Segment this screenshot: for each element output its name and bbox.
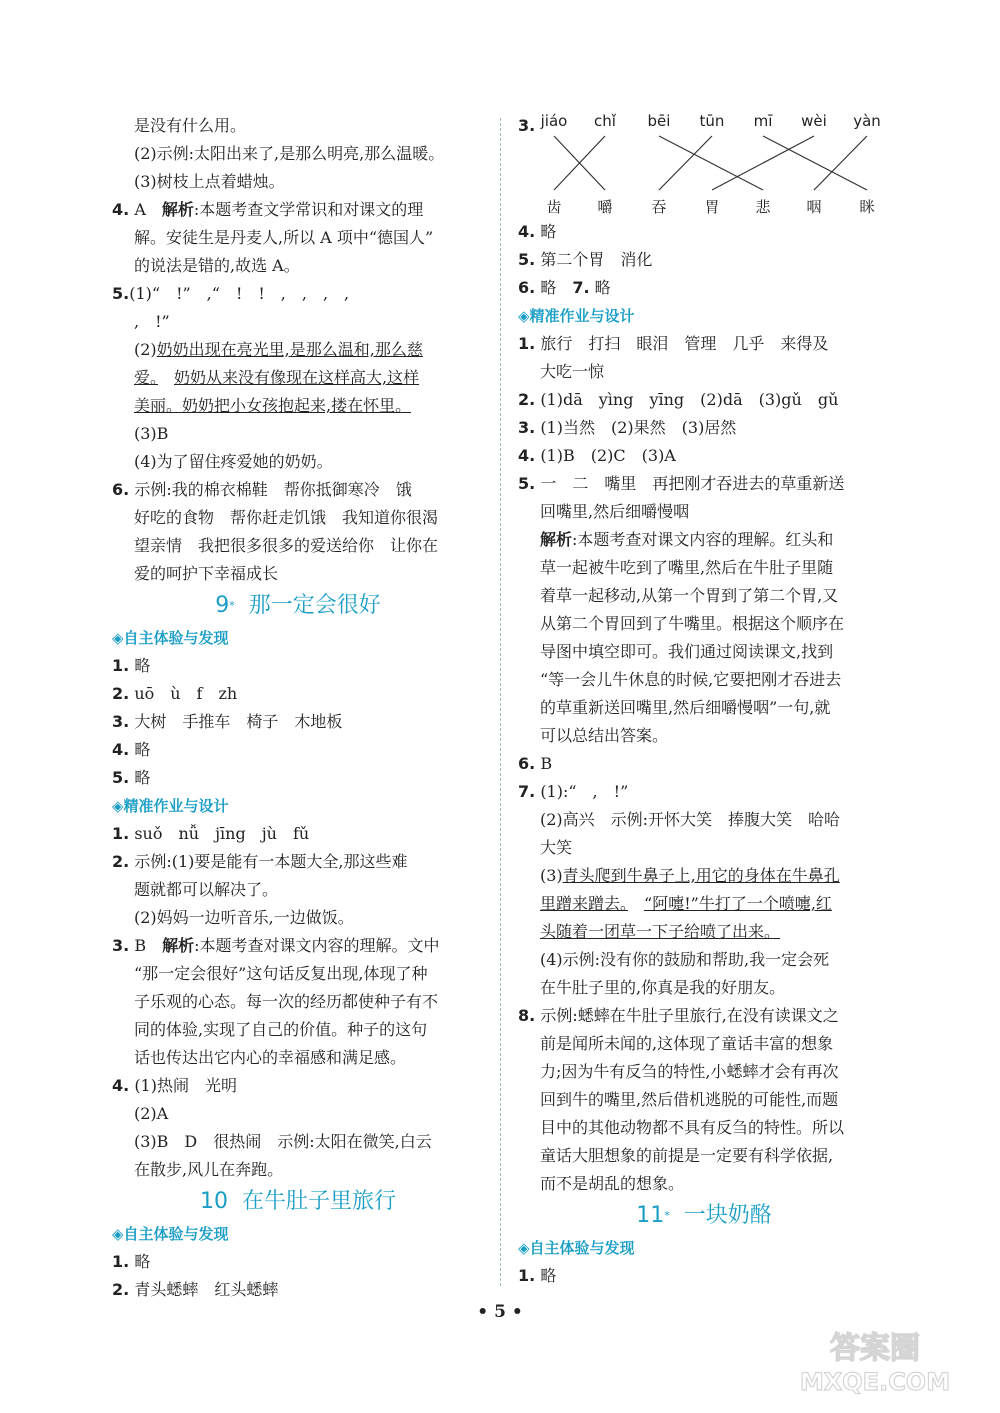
character: 悲 <box>755 198 771 216</box>
answer-3: 3. (1)当然 (2)果然 (3)居然 <box>518 418 737 437</box>
answer-1: 1. 旅行 打扫 眼泪 管理 几乎 来得及 <box>518 334 829 353</box>
text-line: 的草重新送回嘴里,然后细嚼慢咽”一句,就 <box>540 698 831 717</box>
text-line: 回嘴里,然后细嚼慢咽 <box>540 502 690 521</box>
text-line: 可以总结出答案。 <box>540 726 669 745</box>
answer-2: 2. (1)dā yìng yīng (2)dā (3)gǔ gǔ <box>518 390 839 409</box>
text-line: (2)高兴 示例:开怀大笑 捧腹大笑 哈哈 <box>540 810 841 829</box>
watermark-logo <box>780 1320 970 1400</box>
character: 胃 <box>704 198 720 216</box>
answer-4: 4. (1)热闹 光明 <box>112 1076 237 1095</box>
text-line: (2)奶奶出现在亮光里,是那么温和,那么慈 <box>134 340 423 359</box>
text-line: 大笑 <box>540 838 573 857</box>
text-line: 题就都可以解决了。 <box>134 880 279 899</box>
text-line: (3)B <box>134 424 169 443</box>
text-line: 好吃的食物 帮你赶走饥饿 我知道你很渴 <box>134 508 439 527</box>
answer-5: 5. 第二个胃 消化 <box>518 250 653 269</box>
answer-3: 3. B 解析:本题考查对课文内容的理解。文中 <box>112 936 440 955</box>
text-line: 爱的呵护下幸福成长 <box>134 564 279 583</box>
text-line: “等一会儿牛休息的时候,它要把刚才吞进去 <box>540 670 842 689</box>
text-line: 力;因为牛有反刍的特性,小蟋蟀才会有再次 <box>540 1062 839 1081</box>
text-line: (2)A <box>134 1104 169 1123</box>
character: 眯 <box>859 198 875 216</box>
text-line: 而不是胡乱的想象。 <box>540 1174 685 1193</box>
text-line: 是没有什么用。 <box>134 116 247 135</box>
section-heading: ◈自主体验与发现 <box>112 1225 229 1243</box>
character: 嚼 <box>597 198 613 216</box>
text-line: 望亲情 我把很多很多的爱送给你 让你在 <box>134 536 439 555</box>
answer-1: 1. 略 <box>112 656 151 675</box>
pinyin: chǐ <box>594 112 616 130</box>
answer-4: 4. 略 <box>518 222 557 241</box>
match-line <box>763 136 867 190</box>
answer-3: 3. 大树 手推车 椅子 木地板 <box>112 712 343 731</box>
answer-5: 5. 略 <box>112 768 151 787</box>
question-6: 6. 示例:我的棉衣棉鞋 帮你抵御寒冷 饿 <box>112 480 412 499</box>
text-line: 大吃一惊 <box>540 362 605 381</box>
text-line: 同的体验,实现了自己的价值。种子的这句 <box>134 1020 428 1039</box>
pinyin: jiáo <box>540 112 568 130</box>
answer-1: 1. suǒ nǚ jīng jù fǔ <box>112 824 310 843</box>
text-line: 爱。 奶奶从来没有像现在这样高大,这样 <box>134 368 420 387</box>
answer-1: 1. 略 <box>112 1252 151 1271</box>
text-line: 从第二个胃回到了牛嘴里。根据这个顺序在 <box>540 614 845 633</box>
pinyin: bēi <box>647 112 671 130</box>
text-line: (4)为了留住疼爱她的奶奶。 <box>134 452 333 471</box>
text-line: 童话大胆想象的前提是一定要有科学依据, <box>540 1146 834 1165</box>
answer-2: 2. 示例:(1)要是能有一本题大全,那这些难 <box>112 852 408 871</box>
answer-2: 2. 青头蟋蟀 红头蟋蟀 <box>112 1280 279 1299</box>
section-heading: ◈自主体验与发现 <box>518 1239 635 1257</box>
text-line: 的说法是错的,故选 A。 <box>134 256 300 275</box>
text-line: (2)妈妈一边听音乐,一边做饭。 <box>134 908 354 927</box>
column-divider <box>500 118 501 1286</box>
question-number: 3. <box>518 116 536 135</box>
match-line <box>712 136 814 190</box>
text-line: (3)青头爬到牛鼻子上,用它的身体在牛鼻孔 <box>540 866 840 885</box>
question-5: 5.(1)“ !” ,“ ! ! , , , , <box>112 284 350 303</box>
text-line: 在牛肚子里的,你真是我的好朋友。 <box>540 978 786 997</box>
answer-6-7: 6. 略 7. 略 <box>518 278 611 297</box>
section-heading: ◈精准作业与设计 <box>112 797 229 815</box>
answer-4: 4. 略 <box>112 740 151 759</box>
section-heading: ◈自主体验与发现 <box>112 629 229 647</box>
matching-exercise <box>518 112 890 218</box>
text-line: (2)示例:太阳出来了,是那么明亮,那么温暖。 <box>134 144 445 163</box>
answer-8: 8. 示例:蟋蟀在牛肚子里旅行,在没有读课文之 <box>518 1006 839 1025</box>
text-line: (3)B D 很热闹 示例:太阳在微笑,白云 <box>134 1132 432 1151</box>
lesson-title-10: 10 在牛肚子里旅行 <box>199 1189 396 1214</box>
text-line: 目中的其他动物都不具有反刍的特性。所以 <box>540 1118 845 1137</box>
answer-1: 1. 略 <box>518 1266 557 1285</box>
text-line: (3)树枝上点着蜡烛。 <box>134 172 285 191</box>
text-line: 前是闻所未闻的,这体现了童话丰富的想象 <box>540 1034 834 1053</box>
text-line: 着草一起移动,从第一个胃到了第二个胃,又 <box>540 586 839 605</box>
question-4: 4. A 解析:本题考查文学常识和对课文的理 <box>112 200 424 219</box>
match-line <box>659 136 712 190</box>
answer-7: 7. (1):“ , !” <box>518 782 629 801</box>
text-line: 话也传达出它内心的幸福感和满足感。 <box>134 1048 407 1067</box>
match-line <box>814 136 867 190</box>
page-number: • 5 • <box>477 1302 523 1322</box>
svg-text:答案圈: 答案圈 <box>830 1331 920 1366</box>
answer-6: 6. B <box>518 754 553 773</box>
pinyin: wèi <box>801 112 827 130</box>
pinyin: yàn <box>853 112 881 130</box>
left-column <box>112 112 484 1304</box>
character: 吞 <box>651 198 667 216</box>
right-column <box>518 112 890 1290</box>
lesson-title-11: 11* 一块奶酪 <box>636 1203 772 1228</box>
section-heading: ◈精准作业与设计 <box>518 307 635 325</box>
match-line <box>659 136 763 190</box>
text-line: (4)示例:没有你的鼓励和帮助,我一定会死 <box>540 950 830 969</box>
text-line: , !” <box>134 312 170 331</box>
text-line: 草一起被牛吃到了嘴里,然后在牛肚子里随 <box>540 558 834 577</box>
character: 齿 <box>546 198 562 216</box>
text-line: 解。安徒生是丹麦人,所以 A 项中“德国人” <box>134 228 434 247</box>
lesson-title-9: 9* 那一定会很好 <box>215 593 381 618</box>
text-line: 解析:本题考查对课文内容的理解。红头和 <box>540 530 834 549</box>
text-line: 美丽。奶奶把小女孩抱起来,搂在怀里。 <box>134 396 412 415</box>
text-line: 在散步,风儿在奔跑。 <box>134 1160 284 1179</box>
svg-text:MXQE.COM: MXQE.COM <box>799 1368 951 1396</box>
text-line: 导图中填空即可。我们通过阅读课文,找到 <box>540 642 834 661</box>
pinyin: tūn <box>699 112 725 130</box>
text-line: 里蹭来蹭去。 “阿嚏!”牛打了一个喷嚏,红 <box>540 894 832 913</box>
text-line: “那一定会很好”这句话反复出现,体现了种 <box>134 964 428 983</box>
text-line: 回到牛的嘴里,然后借机逃脱的可能性,而题 <box>540 1090 839 1109</box>
pinyin: mī <box>753 112 773 130</box>
text-line: 子乐观的心态。每一次的经历都使种子有不 <box>134 992 439 1011</box>
character: 咽 <box>806 198 822 216</box>
answer-4: 4. (1)B (2)C (3)A <box>518 446 676 465</box>
text-line: 头随着一团草一下子给喷了出来。 <box>540 922 781 941</box>
answer-5: 5. 一 二 嘴里 再把刚才吞进去的草重新送 <box>518 474 845 493</box>
answer-2: 2. uō ù f zh <box>112 684 238 703</box>
